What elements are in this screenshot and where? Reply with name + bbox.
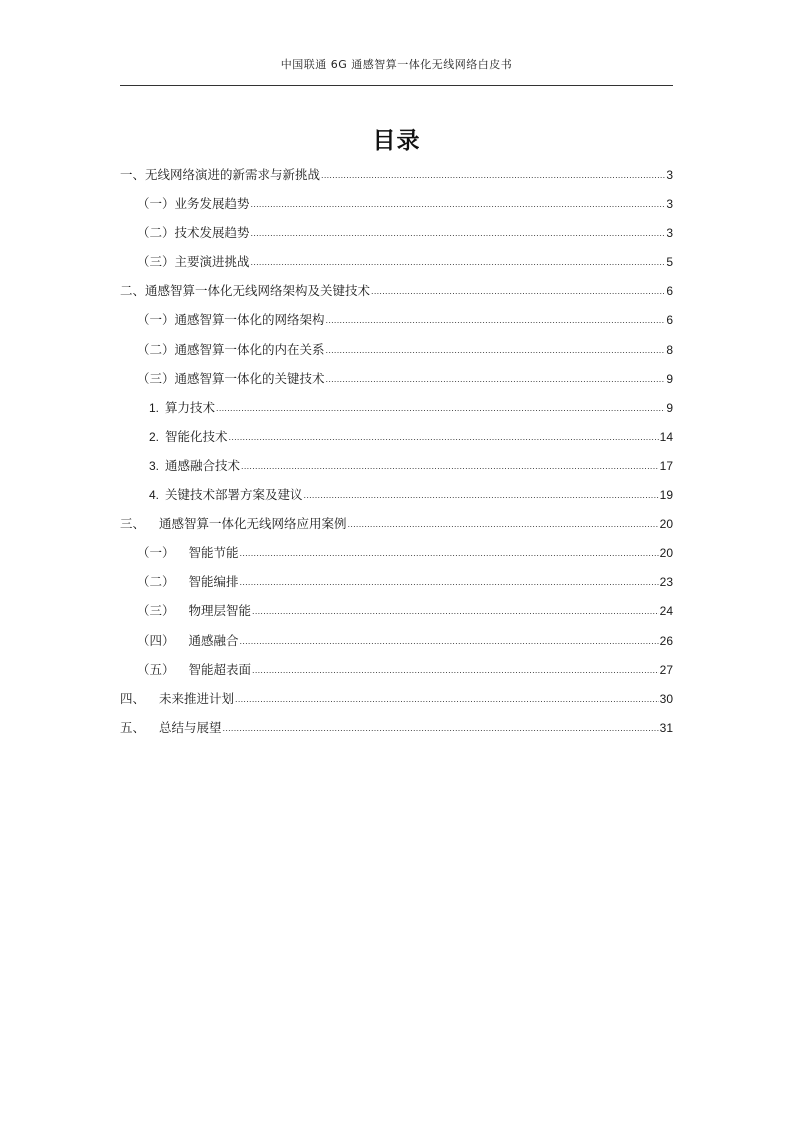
toc-entry[interactable] (120, 160, 673, 189)
toc-entry-label: （一）业务发展趋势 (137, 196, 250, 212)
dot-leader (240, 566, 659, 597)
toc-entry-page: 14 (659, 429, 673, 444)
toc-entry-label: 二、通感智算一体化无线网络架构及关键技术 (120, 283, 371, 299)
toc-entry[interactable] (120, 567, 673, 596)
toc-entry-label: 一、无线网络演进的新需求与新挑战 (120, 167, 321, 182)
toc-entry[interactable] (120, 655, 673, 684)
toc-entry[interactable] (120, 509, 673, 538)
toc-entry[interactable] (120, 247, 673, 276)
toc-entry-page: 31 (659, 720, 673, 735)
toc-entry-label: （三）通感智算一体化的关键技术 (137, 370, 325, 386)
dot-leader (326, 304, 666, 335)
toc-entry-number: 3. (149, 458, 160, 473)
toc-entry[interactable] (120, 480, 673, 509)
toc-entry[interactable] (120, 626, 673, 655)
toc-entry-label: （三） 物理层智能 (137, 603, 252, 619)
toc-entry-label: （一） 智能节能 (137, 545, 239, 561)
toc-entry-label: 三、 通感智算一体化无线网络应用案例 (120, 516, 347, 532)
toc-entry-page: 24 (659, 604, 673, 619)
toc-entry-page: 30 (659, 691, 673, 706)
toc-entry-label: （二）技术发展趋势 (137, 225, 250, 241)
running-header: 中国联通 6G 通感智算一体化无线网络白皮书 (280, 58, 513, 71)
toc-entry-page: 20 (659, 546, 673, 561)
toc-entry-page: 26 (659, 633, 673, 648)
toc-entry-label: （二）通感智算一体化的内在关系 (137, 341, 325, 357)
toc-entry[interactable] (120, 305, 673, 334)
dot-leader (216, 392, 665, 423)
toc-entry-number: 4. (149, 488, 160, 503)
toc-entry-page: 9 (666, 400, 673, 415)
toc-entry[interactable] (120, 276, 673, 305)
toc-entry-page: 19 (659, 488, 673, 503)
toc-entry-page: 6 (666, 313, 673, 328)
toc-entry-label: （一）通感智算一体化的网络架构 (137, 312, 325, 328)
toc-entry[interactable] (120, 596, 673, 625)
dot-leader (326, 363, 666, 394)
dot-leader (321, 159, 665, 190)
toc-entry-label: 四、 未来推进计划 (120, 690, 235, 706)
dot-leader (240, 537, 659, 568)
dot-leader (241, 450, 659, 481)
toc-entry[interactable] (120, 713, 673, 742)
toc-entry-page: 27 (659, 662, 673, 677)
toc-entry-label: （五） 智能超表面 (137, 661, 252, 677)
toc-entry[interactable] (120, 218, 673, 247)
toc-entry-label: 2. 智能化技术 (149, 428, 228, 444)
header-divider (120, 85, 673, 86)
toc-heading: 目录 (372, 128, 421, 154)
dot-leader (304, 479, 659, 510)
dot-leader (252, 654, 659, 685)
dot-leader (223, 712, 659, 743)
dot-leader (252, 595, 659, 626)
toc-entry-page: 6 (666, 284, 673, 299)
toc-entry-page: 3 (666, 197, 673, 212)
toc-entry[interactable] (120, 451, 673, 480)
table-of-contents (120, 160, 673, 742)
dot-leader (251, 217, 666, 248)
toc-entry-label: 1. 算力技术 (149, 399, 216, 415)
toc-entry[interactable] (120, 538, 673, 567)
toc-entry[interactable] (120, 335, 673, 364)
dot-leader (371, 275, 665, 306)
toc-entry[interactable] (120, 422, 673, 451)
toc-entry-number: 2. (149, 429, 160, 444)
toc-entry-page: 8 (666, 342, 673, 357)
dot-leader (251, 246, 666, 277)
dot-leader (348, 508, 659, 539)
toc-entry-label: 3. 通感融合技术 (149, 457, 241, 473)
toc-entry-page: 23 (659, 575, 673, 590)
toc-entry-page: 3 (666, 168, 673, 182)
dot-leader (229, 421, 659, 452)
toc-entry-page: 5 (666, 255, 673, 270)
dot-leader (251, 188, 666, 219)
toc-entry-page: 9 (666, 371, 673, 386)
dot-leader (235, 683, 659, 714)
toc-entry-page: 20 (659, 517, 673, 532)
toc-entry-page: 17 (659, 458, 673, 473)
toc-entry-label: 4. 关键技术部署方案及建议 (149, 487, 303, 503)
toc-entry-label: （三）主要演进挑战 (137, 254, 250, 270)
toc-entry-label: （二） 智能编排 (137, 574, 239, 590)
toc-entry[interactable] (120, 189, 673, 218)
toc-entry[interactable] (120, 364, 673, 393)
toc-entry-label: 五、 总结与展望 (120, 719, 222, 735)
dot-leader (326, 334, 666, 365)
toc-entry[interactable] (120, 393, 673, 422)
dot-leader (240, 625, 659, 656)
toc-entry[interactable] (120, 684, 673, 713)
toc-entry-label: （四） 通感融合 (137, 632, 239, 648)
toc-entry-page: 3 (666, 226, 673, 241)
toc-entry-number: 1. (149, 400, 160, 415)
